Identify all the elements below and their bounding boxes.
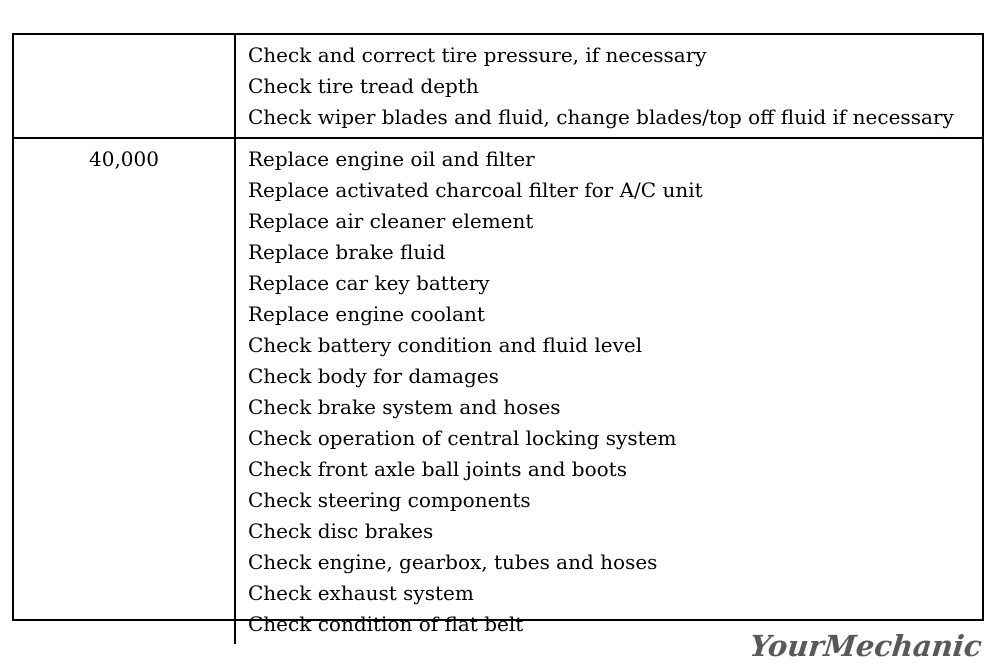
maintenance-schedule-table	[12, 33, 984, 636]
task-line: Replace air cleaner element	[248, 209, 534, 233]
task-line: Check brake system and hoses	[248, 395, 561, 419]
task-line: Check battery condition and fluid level	[248, 333, 643, 357]
yourmechanic-logo: YourMechanic	[748, 629, 984, 663]
task-line: Check engine, gearbox, tubes and hoses	[248, 550, 658, 574]
task-line: Replace activated charcoal filter for A/C unit	[248, 178, 703, 202]
task-line: Replace brake fluid	[248, 240, 446, 264]
mileage-group-row	[14, 35, 982, 137]
task-line: Replace engine oil and filter	[248, 147, 535, 171]
task-line: Check disc brakes	[248, 519, 434, 543]
task-line: Check condition of flat belt	[248, 612, 524, 636]
task-line: Check front axle ball joints and boots	[248, 457, 627, 481]
task-line: Check steering components	[248, 488, 531, 512]
task-line: Replace car key battery	[248, 271, 490, 295]
task-line: Check and correct tire pressure, if necessary	[248, 43, 707, 67]
tasks-cell	[236, 35, 982, 137]
task-line: Replace engine coolant	[248, 302, 485, 326]
tasks-cell	[236, 139, 982, 644]
mileage-group-row	[14, 137, 982, 644]
mileage-cell	[14, 35, 236, 137]
task-line: Check wiper blades and fluid, change blades/top off fluid if necessary	[248, 105, 954, 129]
task-line: Check body for damages	[248, 364, 499, 388]
task-line: Check operation of central locking system	[248, 426, 677, 450]
task-line: Check exhaust system	[248, 581, 474, 605]
task-line: Check tire tread depth	[248, 74, 479, 98]
mileage-cell: 40,000	[14, 139, 236, 644]
